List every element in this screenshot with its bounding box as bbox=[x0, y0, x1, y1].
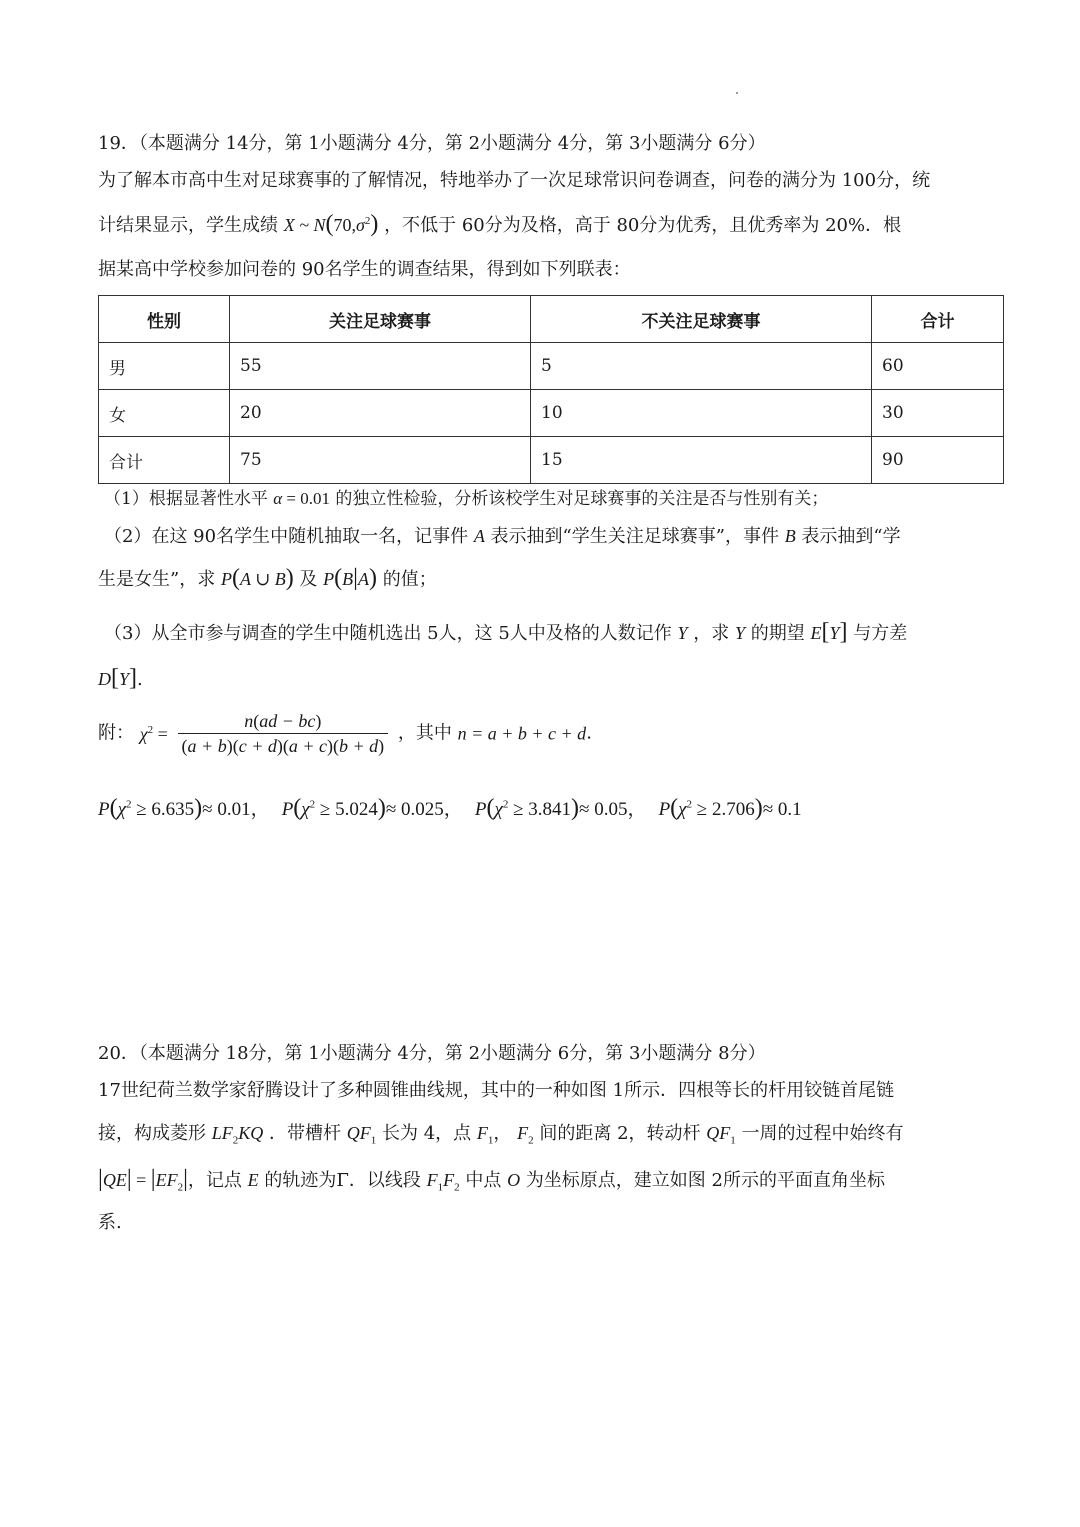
text: 计结果显示，学生成绩 bbox=[98, 215, 278, 236]
table-cell: 15 bbox=[531, 437, 872, 484]
text: 间的距离 2，转动杆 bbox=[539, 1123, 701, 1144]
q19-header: 19．（本题满分 14分，第 1小题满分 4分，第 2小题满分 4分，第 3小题满分 6分） bbox=[98, 133, 766, 154]
critical-value: 3.841 bbox=[528, 799, 572, 820]
math-O: O bbox=[507, 1170, 521, 1190]
text: . bbox=[137, 669, 143, 690]
text: 接，构成菱形 bbox=[98, 1123, 206, 1144]
text: 为坐标原点，建立如图 2所示的平面直角坐标 bbox=[525, 1170, 885, 1191]
text: 表示抽到“学 bbox=[801, 526, 901, 547]
text: ，求 bbox=[693, 623, 730, 644]
q19-subquestion-1 bbox=[104, 490, 828, 508]
table-cell: 30 bbox=[872, 390, 1004, 437]
table-row bbox=[99, 437, 1004, 484]
fraction-denominator: (a + b)(c + d)(a + c)(b + d) bbox=[181, 736, 385, 756]
text: ．带槽杆 bbox=[269, 1123, 341, 1144]
math-P-B-given-A: P(B|A) bbox=[323, 565, 377, 591]
text: 表示抽到“学生关注足球赛事”，事件 bbox=[490, 526, 779, 547]
text: ， bbox=[493, 1123, 512, 1144]
q19-subquestion-2-line-2 bbox=[98, 566, 437, 590]
q19-paragraph-line-1: 为了解本市高中生对足球赛事的了解情况，特地举办了一次足球常识问卷调查，问卷的满分为 100分，统 bbox=[98, 170, 931, 191]
text: 附： bbox=[98, 722, 134, 744]
table-header-cell: 关注足球赛事 bbox=[230, 296, 531, 343]
text: 的独立性检验，分析该校学生对足球赛事的关注是否与性别有关； bbox=[335, 489, 829, 509]
q20-header: 20．（本题满分 18分，第 1小题满分 4分，第 2小题满分 6分，第 3小题满分 8分） bbox=[98, 1043, 766, 1064]
q19-critical-values bbox=[98, 796, 802, 820]
text: 与方差 bbox=[853, 623, 908, 644]
math-F1: $F_1$ bbox=[476, 1123, 494, 1147]
math-prob: $P(\chi^2 \ge 2.706)$ bbox=[658, 795, 763, 821]
math-Y: Y bbox=[677, 623, 688, 643]
math-QF1: $QF_1$ bbox=[346, 1123, 377, 1147]
math-prob: $P(\chi^2 \ge 5.024)$ bbox=[281, 795, 386, 821]
contingency-table bbox=[98, 295, 1004, 484]
math-alpha: α bbox=[273, 489, 283, 508]
math-QF1: $QF_1$ bbox=[706, 1123, 736, 1147]
table-row bbox=[99, 343, 1004, 390]
table-cell: 20 bbox=[230, 390, 531, 437]
text: 长为 4，点 bbox=[381, 1123, 472, 1144]
q19-appendix-formula bbox=[98, 712, 592, 755]
text: 一周的过程中始终有 bbox=[741, 1123, 904, 1144]
math-rhombus: $LF_2KQ$ bbox=[211, 1123, 264, 1147]
math-Y: Y bbox=[735, 623, 746, 643]
text: （2）在这 90名学生中随机抽取一名，记事件 bbox=[104, 526, 469, 547]
table-header-row bbox=[99, 296, 1004, 343]
math-QE-eq-EF2: $|QE| = |EF_2|$ bbox=[98, 1166, 188, 1194]
table-header-cell: 合计 bbox=[872, 296, 1004, 343]
text: 中点 bbox=[465, 1170, 502, 1191]
probability-value: ≈ 0.025， bbox=[385, 799, 463, 820]
speck bbox=[736, 92, 738, 94]
math-prob: $P(\chi^2 \ge 3.841)$ bbox=[474, 795, 580, 821]
table-cell: 60 bbox=[872, 343, 1004, 390]
probability-value: ≈ 0.05， bbox=[579, 799, 647, 820]
text: 的轨迹为Γ．以线段 bbox=[264, 1170, 421, 1191]
text: 的值； bbox=[382, 569, 437, 590]
table-cell: 55 bbox=[230, 343, 531, 390]
math-E: E bbox=[247, 1170, 259, 1190]
critical-value: 5.024 bbox=[335, 799, 378, 820]
q20-paragraph-line-1: 17世纪荷兰数学家舒腾设计了多种圆锥曲线规，其中的一种如图 1所示．四根等长的杆用铰链首尾链 bbox=[98, 1080, 895, 1101]
math-P-A-union-B: P(A ∪ B) bbox=[220, 565, 294, 591]
table-cell: 男 bbox=[99, 343, 230, 390]
text: （1）根据显著性水平 bbox=[104, 489, 268, 509]
probability-value: ≈ 0.1 bbox=[762, 799, 802, 820]
table-cell: 女 bbox=[99, 390, 230, 437]
math-chi-squared: $\chi^2$ = bbox=[139, 723, 168, 744]
table-cell: 90 bbox=[872, 437, 1004, 484]
critical-value: 2.706 bbox=[711, 799, 755, 820]
text: 的期望 bbox=[750, 623, 805, 644]
q19-subquestion-3-line-2 bbox=[98, 666, 143, 690]
math-chi-squared-fraction bbox=[178, 712, 389, 755]
math-alpha-value: = 0.01 bbox=[282, 489, 331, 508]
q19-paragraph-line-3: 据某高中学校参加问卷的 90名学生的调查结果，得到如下列联表： bbox=[98, 259, 631, 280]
q19-subquestion-2-line-1 bbox=[104, 527, 901, 546]
q20-paragraph-line-4: 系. bbox=[98, 1212, 122, 1233]
math-F2: $F_2$ bbox=[517, 1123, 534, 1147]
text: 生是女生”，求 bbox=[98, 569, 216, 590]
math-B: B bbox=[784, 526, 796, 546]
table-cell: 10 bbox=[531, 390, 872, 437]
text: ，其中 bbox=[397, 722, 452, 744]
text: 及 bbox=[299, 569, 318, 590]
math-D-Y: D[Y] bbox=[98, 665, 138, 691]
text: （3）从全市参与调查的学生中随机选出 5人，这 5人中及格的人数记作 bbox=[104, 623, 672, 644]
q20-paragraph-line-3 bbox=[98, 1167, 885, 1194]
table-cell: 5 bbox=[531, 343, 872, 390]
table-header-cell: 不关注足球赛事 bbox=[531, 296, 872, 343]
q19-paragraph-line-2 bbox=[98, 212, 901, 236]
math-A: A bbox=[473, 526, 485, 546]
text: . bbox=[586, 722, 592, 744]
table-cell: 75 bbox=[230, 437, 531, 484]
table-header-cell: 性别 bbox=[99, 296, 230, 343]
fraction-numerator: n(ad − bc) bbox=[178, 712, 389, 734]
q20-paragraph-line-2 bbox=[98, 1124, 904, 1147]
math-prob: $P(\chi^2 \ge 6.635)$ bbox=[98, 795, 203, 821]
math-F1F2: $F_1F_2$ bbox=[426, 1170, 460, 1194]
table-row bbox=[99, 390, 1004, 437]
table-cell: 合计 bbox=[99, 437, 230, 484]
text: ，记点 bbox=[187, 1170, 242, 1191]
probability-value: ≈ 0.01， bbox=[202, 799, 270, 820]
math-n-sum: n = a + b + c + d bbox=[457, 723, 587, 744]
text: ，不低于 60分为及格，高于 80分为优秀，且优秀率为 20%．根 bbox=[384, 215, 902, 236]
math-E-Y: E[Y] bbox=[810, 619, 848, 645]
math-X-distribution: X ~ $N(70,\sigma^2)$ bbox=[283, 211, 379, 237]
q19-subquestion-3-line-1 bbox=[104, 620, 907, 644]
critical-value: 6.635 bbox=[151, 799, 195, 820]
